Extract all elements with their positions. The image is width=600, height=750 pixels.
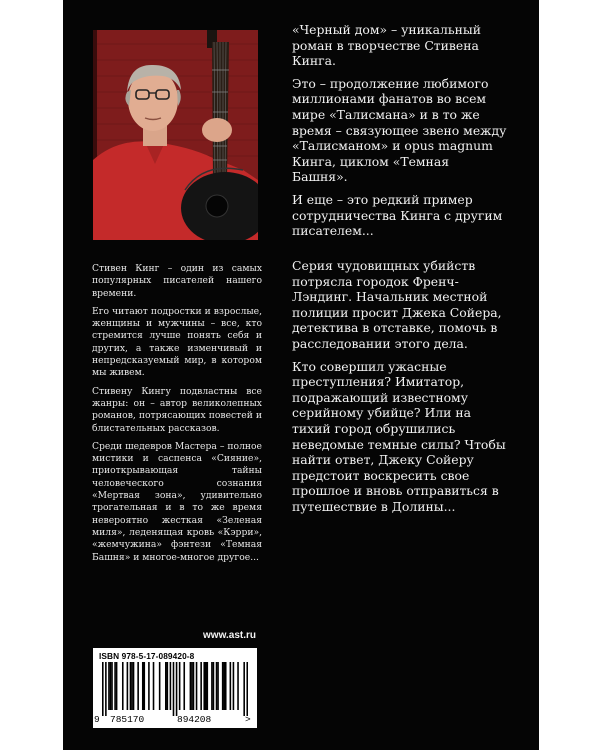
barcode-bar [213, 662, 215, 710]
intro-paragraph: Это – продолжение любимого миллионами фанатов во всем мире «Талисмана» и в то же время – связующее звено между «Талисманом» и opus magnum Кинга, циклом «Темная Башня». [292, 75, 507, 185]
book-back-cover [63, 0, 539, 750]
biography-paragraph: Среди шедевров Мастера – полное мистики и саспенса «Сияние», приоткрывающая тайны человеческого сознания «Мертвая зона», удивительно трогательная и в то же время невероятно жесткая «Зеленая миля», леденящая кровь «Кэрри», «жемчужина» фэнтези «Темная Башня» и многое-многое другое... [92, 440, 262, 563]
book-intro [292, 22, 507, 246]
barcode-block [93, 648, 257, 728]
intro-paragraph: «Черный дом» – уникальный роман в творчестве Стивена Кинга. [292, 22, 482, 69]
barcode-bar [191, 662, 193, 710]
barcode-bar [246, 662, 248, 716]
barcode-bar [176, 662, 178, 716]
barcode-bar [114, 662, 116, 710]
barcode-bar [105, 662, 107, 716]
barcode-bar [243, 662, 245, 716]
barcode-bar [111, 662, 113, 710]
biography-paragraph: Стивен Кинг – один из самых популярных писателей нашего времени. [92, 263, 262, 299]
barcode-bar [205, 662, 207, 710]
barcode-bar [127, 662, 129, 710]
barcode-bar [159, 662, 161, 710]
barcode-digit-group: 9 [94, 714, 100, 725]
barcode-bar [148, 662, 150, 710]
barcode-bar [153, 662, 155, 710]
barcode-digits [93, 714, 257, 726]
barcode-bar [200, 662, 202, 710]
barcode-bar [108, 662, 110, 710]
barcode-bar [133, 662, 135, 710]
barcode-bar [130, 662, 132, 710]
barcode-digit-group: 785170 [110, 714, 145, 725]
barcode-icon [102, 662, 248, 716]
barcode-bar [137, 662, 139, 710]
publisher-url[interactable]: www.ast.ru [203, 630, 256, 641]
barcode-bar [142, 662, 144, 710]
barcode-digit-group: 894208 [177, 714, 212, 725]
barcode-bar [110, 662, 112, 710]
barcode-bar [173, 662, 175, 716]
barcode-digit-group: > [245, 714, 251, 725]
barcode-bar [230, 662, 232, 710]
barcode-bar [207, 662, 209, 710]
barcode-bar [211, 662, 213, 710]
barcode-bar [122, 662, 124, 710]
barcode-bar [217, 662, 219, 710]
barcode-bar [165, 662, 167, 710]
barcode-bar [222, 662, 224, 710]
barcode-bar [190, 662, 192, 710]
biography-paragraph: Его читают подростки и взрослые, женщины и мужчины – все, кто стремится лучше понять себя и других, а также изменчивый и непредсказуемый мир, в котором мы живем. [92, 305, 262, 379]
barcode-bar [225, 662, 227, 710]
barcode-bar [179, 662, 181, 710]
synopsis-paragraph: Серия чудовищных убийств потрясла городок Френч-Лэндинг. Начальник местной полиции просит Джека Сойера, детектива в отставке, помочь в расследовании этого дела. [292, 258, 502, 351]
synopsis-paragraph: Кто совершил ужасные преступления? Имитатор, подражающий известному серийному убийце? Или на тихий город обрушились неведомые темные силы? Чтобы найти ответ, Джеку Сойеру предстоит воскресить свое прошлое и вновь отправиться в путешествие в Долины... [292, 358, 506, 514]
barcode-bar [196, 662, 198, 710]
barcode-bar [223, 662, 225, 710]
barcode-bar [193, 662, 195, 710]
author-photo [93, 30, 258, 240]
intro-paragraph: И еще – это редкий пример сотрудничества Кинга с другим писателем... [292, 191, 503, 239]
barcode-bar [237, 662, 239, 710]
barcode-bar [233, 662, 235, 710]
barcode-bar [167, 662, 169, 710]
book-synopsis [292, 258, 507, 522]
barcode-bar [183, 662, 185, 710]
barcode-bar [170, 662, 172, 710]
barcode-bar [203, 662, 205, 710]
barcode-bar [131, 662, 133, 710]
barcode-bar [143, 662, 145, 710]
isbn-label: ISBN 978-5-17-089420-8 [99, 651, 195, 661]
author-photo-illustration [93, 30, 258, 240]
biography-paragraph: Стивену Кингу подвластны все жанры: он – автор великолепных романов, потрясающих повестей и блистательных рассказов. [92, 385, 262, 434]
author-biography [92, 263, 262, 570]
barcode-bar [216, 662, 218, 710]
barcode-bar [102, 662, 104, 716]
barcode-bar [116, 662, 118, 710]
